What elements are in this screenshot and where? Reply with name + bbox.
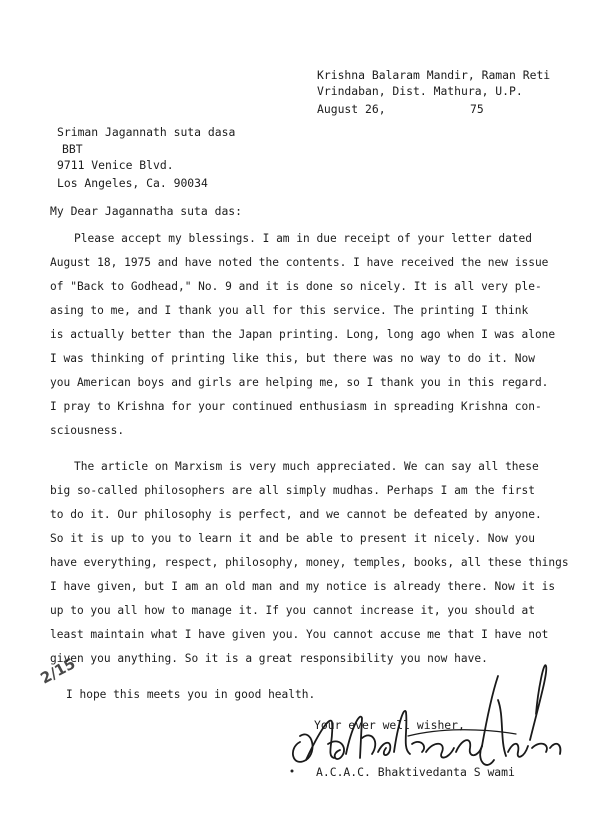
closing: Your ever well wisher, [314, 718, 465, 732]
body-line: asing to me, and I thank you all for this service. The printing I think [50, 304, 529, 317]
body-line: I was thinking of printing like this, but there was no way to do it. Now [50, 352, 535, 365]
body-line: The article on Marxism is very much appreciated. We can say all these [74, 460, 539, 473]
signer-bullet [291, 770, 294, 773]
body-line: to do it. Our philosophy is perfect, and we cannot be defeated by anyone. [50, 508, 542, 521]
letterhead-address-line-2: Vrindaban, Dist. Mathura, U.P. [317, 84, 523, 98]
body-line: sciousness. [50, 424, 125, 437]
body-line: big so-called philosophers are all simply mudhas. Perhaps I am the first [50, 484, 535, 497]
body-line: have everything, respect, philosophy, money, temples, books, all these things [50, 556, 569, 569]
body-line: up to you all how to manage it. If you cannot increase it, you should at [50, 604, 535, 617]
recipient-org: BBT [62, 142, 83, 156]
body-line: of "Back to Godhead," No. 9 and it is done so nicely. It is all very ple- [50, 280, 542, 293]
salutation: My Dear Jagannatha suta das: [50, 204, 243, 218]
letter-date-year: 75 [470, 102, 484, 116]
body-line: is actually better than the Japan printing. Long, long ago when I was alone [50, 328, 556, 341]
margin-stamp-text: 2/15 [37, 654, 79, 688]
letter-date: August 26, [317, 102, 386, 116]
body-line: So it is up to you to learn it and be able to present it nicely. Now you [50, 532, 535, 545]
letterhead-address-line-1: Krishna Balaram Mandir, Raman Reti [317, 68, 551, 82]
handwritten-signature [293, 665, 560, 765]
recipient-city: Los Angeles, Ca. 90034 [57, 176, 208, 190]
body-line: least maintain what I have given you. You cannot accuse me that I have not [50, 628, 549, 641]
body-line: I hope this meets you in good health. [66, 688, 316, 701]
body-line: I have given, but I am an old man and my notice is already there. Now it is [50, 580, 556, 593]
body-line: I pray to Krishna for your continued enthusiasm in spreading Krishna con- [50, 400, 542, 413]
signer-name: A.C.A.C. Bhaktivedanta S wami [316, 765, 515, 779]
body-line: you American boys and girls are helping me, so I thank you in this regard. [50, 376, 549, 389]
body-line: August 18, 1975 and have noted the contents. I have received the new issue [50, 256, 549, 269]
recipient-street: 9711 Venice Blvd. [57, 158, 174, 172]
body-line: Please accept my blessings. I am in due receipt of your letter dated [74, 232, 533, 245]
body-line: given you anything. So it is a great responsibility you now have. [50, 652, 488, 665]
recipient-name: Sriman Jagannath suta dasa [57, 125, 236, 139]
